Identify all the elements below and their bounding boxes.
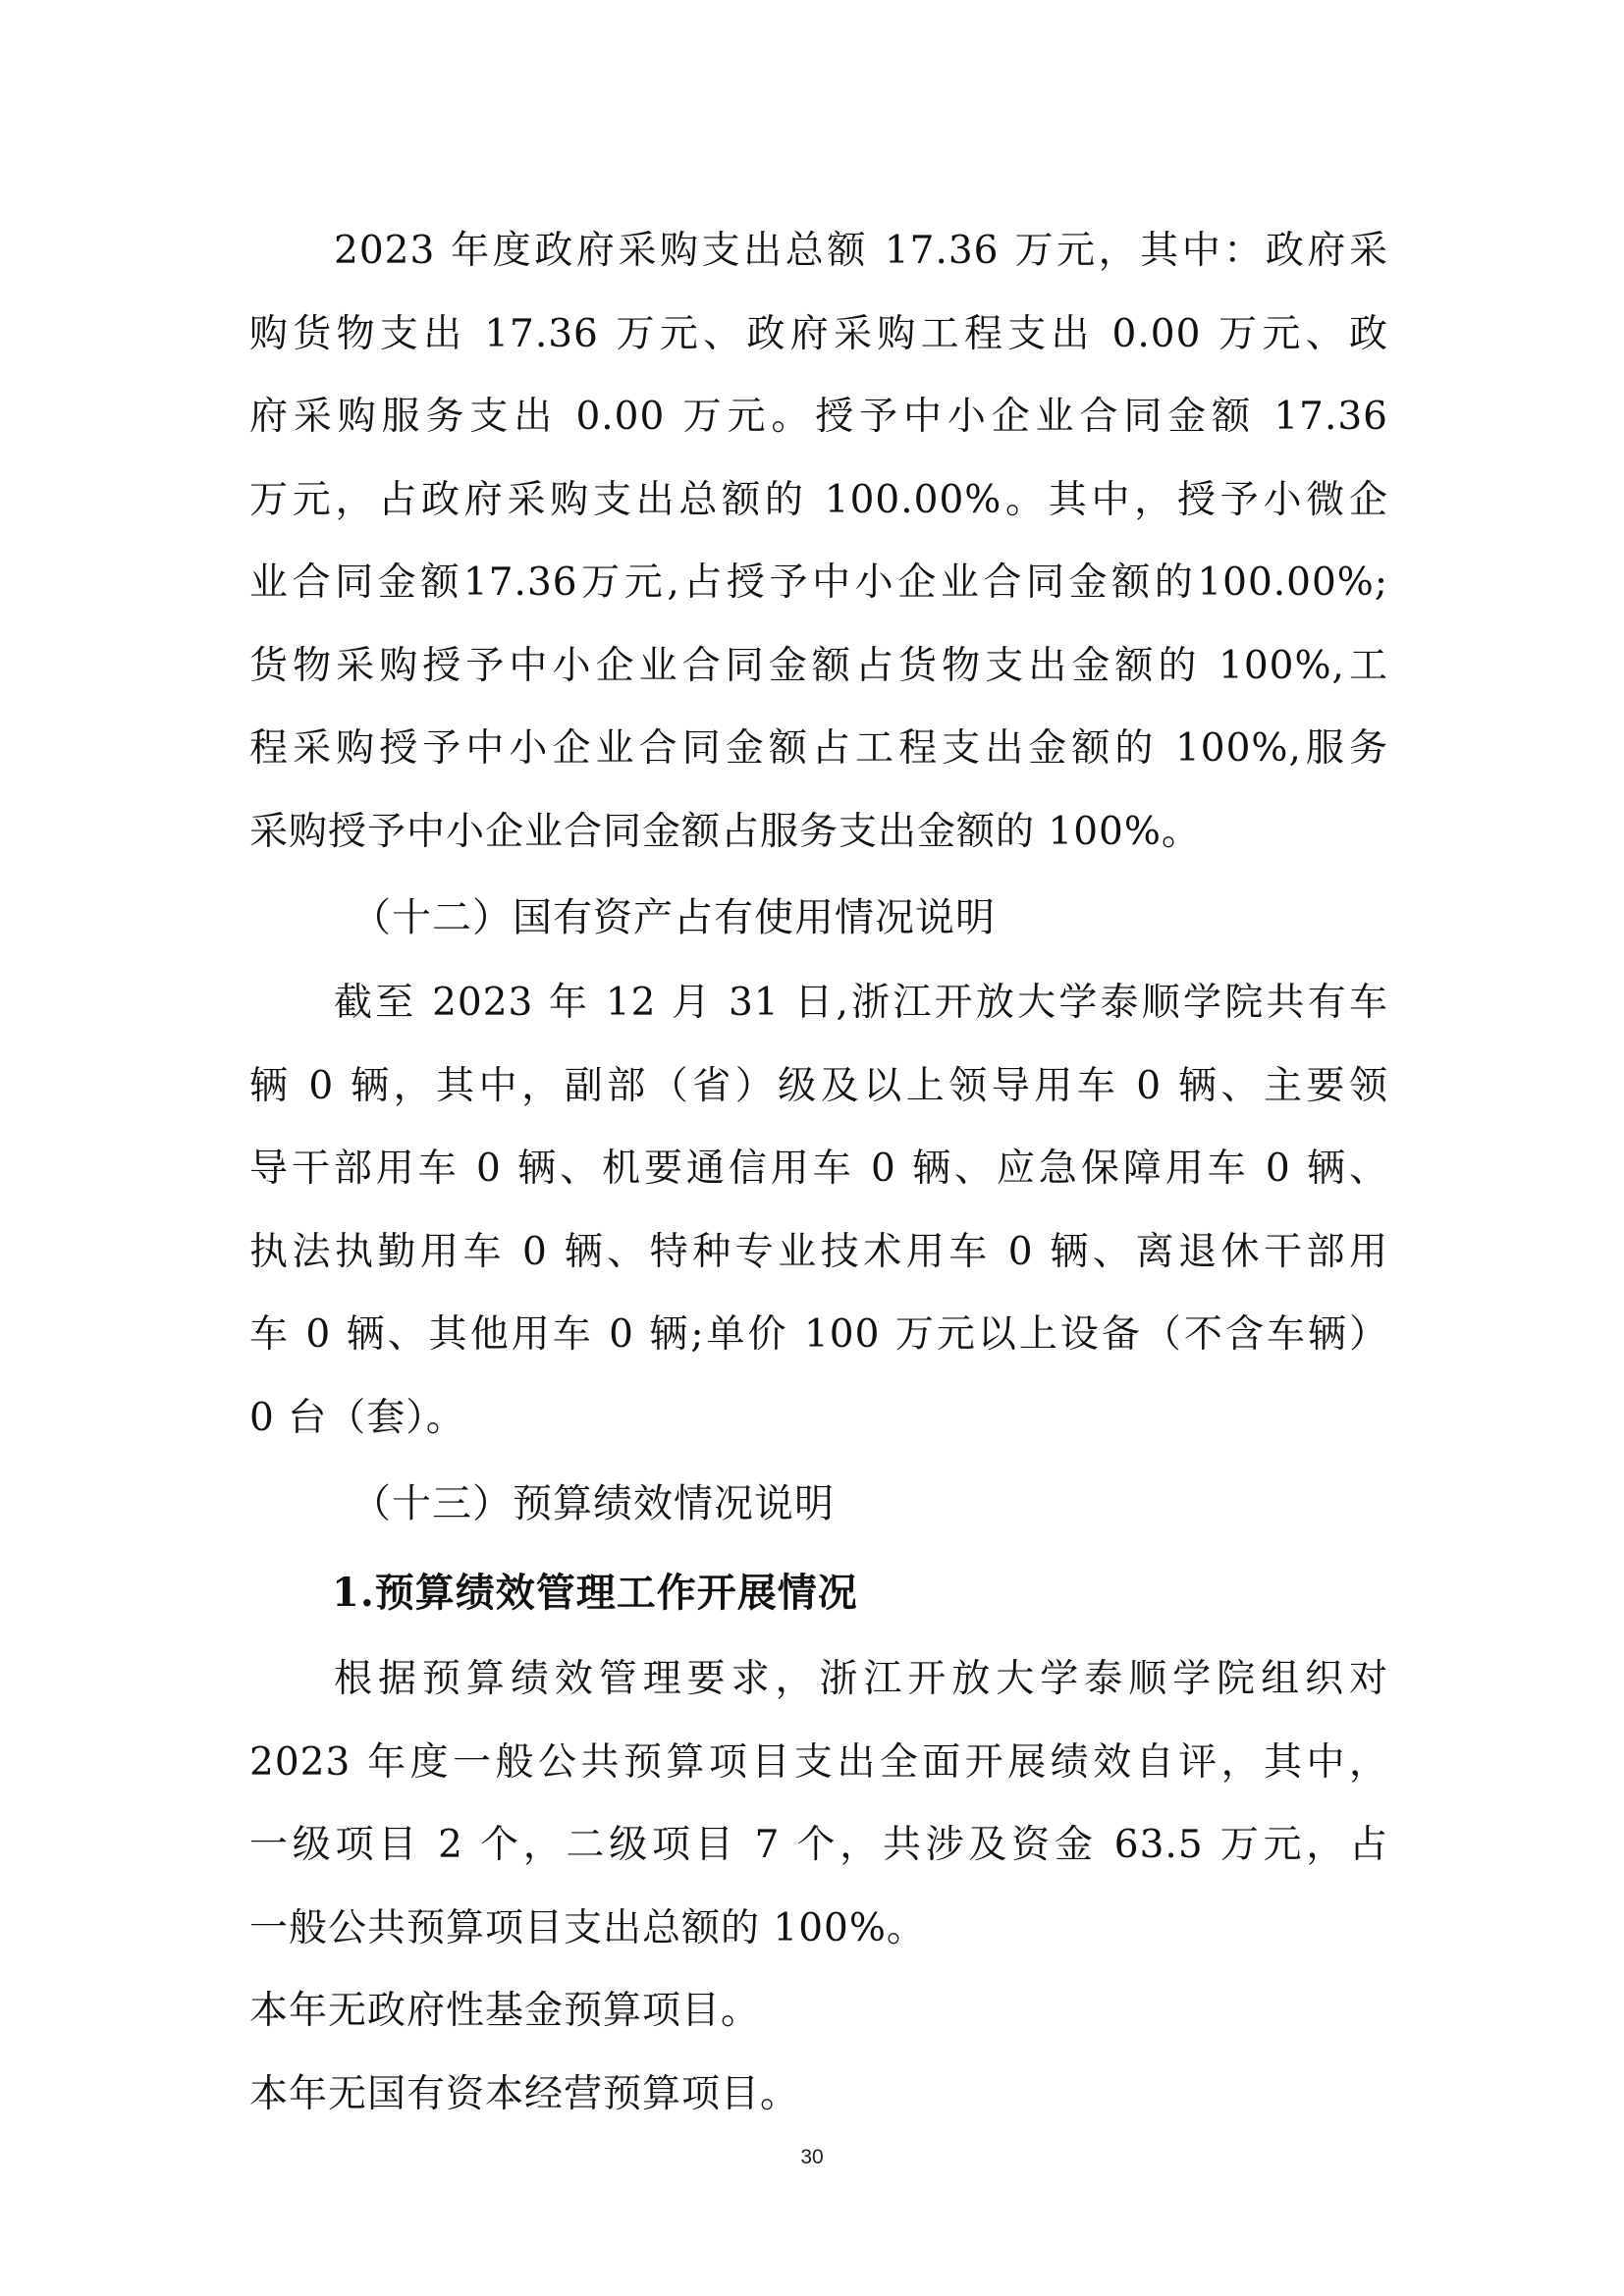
paragraph-line: 2023 年度政府采购支出总额 17.36 万元，其中：政府采 (334, 229, 1388, 273)
paragraph-line: 一级项目 2 个，二级项目 7 个，共涉及资金 63.5 万元，占 (249, 1823, 1388, 1867)
paragraph-line: 业合同金额17.36万元,占授予中小企业合同金额的100.00%; (249, 561, 1388, 605)
page-number: 30 (800, 2146, 824, 2168)
subsection-heading: 1.预算绩效管理工作开展情况 (332, 1570, 858, 1616)
paragraph-line: 万元，占政府采购支出总额的 100.00%。其中，授予小微企 (249, 477, 1388, 522)
assets-paragraph (249, 962, 1388, 1460)
paragraph-line: 截至 2023 年 12 月 31 日,浙江开放大学泰顺学院共有车 (334, 981, 1388, 1025)
paragraph-line: 2023 年度一般公共预算项目支出全面开展绩效自评，其中， (249, 1739, 1388, 1785)
paragraph-line: 导干部用车 0 辆、机要通信用车 0 辆、应急保障用车 0 辆、 (249, 1147, 1388, 1191)
procurement-paragraph (249, 210, 1388, 874)
section-heading-13: （十三）预算绩效情况说明 (352, 1481, 835, 1526)
paragraph-line: 程采购授予中小企业合同金额占工程支出金额的 100%,服务 (249, 726, 1388, 771)
paragraph-line: 采购授予中小企业合同金额占服务支出金额的 100%。 (249, 809, 1201, 854)
paragraph-line: 根据预算绩效管理要求，浙江开放大学泰顺学院组织对 (334, 1657, 1388, 1701)
paragraph-line: 辆 0 辆，其中，副部（省）级及以上领导用车 0 辆、主要领 (249, 1063, 1388, 1108)
note-line: 本年无国有资本经营预算项目。 (249, 2071, 800, 2116)
page-body (249, 210, 1388, 2136)
paragraph-line: 府采购服务支出 0.00 万元。授予中小企业合同金额 17.36 (249, 395, 1388, 439)
paragraph-line: 执法执勤用车 0 辆、特种专业技术用车 0 辆、离退休干部用 (249, 1229, 1388, 1274)
paragraph-line: 一般公共预算项目支出总额的 100%。 (249, 1905, 926, 1950)
note-line: 本年无政府性基金预算项目。 (249, 1989, 761, 2033)
section-heading-12: （十二）国有资产占有使用情况说明 (352, 895, 996, 940)
paragraph-line: 车 0 辆、其他用车 0 辆;单价 100 万元以上设备（不含车辆） (249, 1312, 1388, 1357)
paragraph-line: 货物采购授予中小企业合同金额占货物支出金额的 100%,工 (249, 643, 1388, 688)
paragraph-line: 购货物支出 17.36 万元、政府采购工程支出 0.00 万元、政 (249, 311, 1388, 356)
paragraph-line: 0 台（套）。 (249, 1395, 465, 1440)
performance-paragraph (249, 1638, 1388, 1970)
